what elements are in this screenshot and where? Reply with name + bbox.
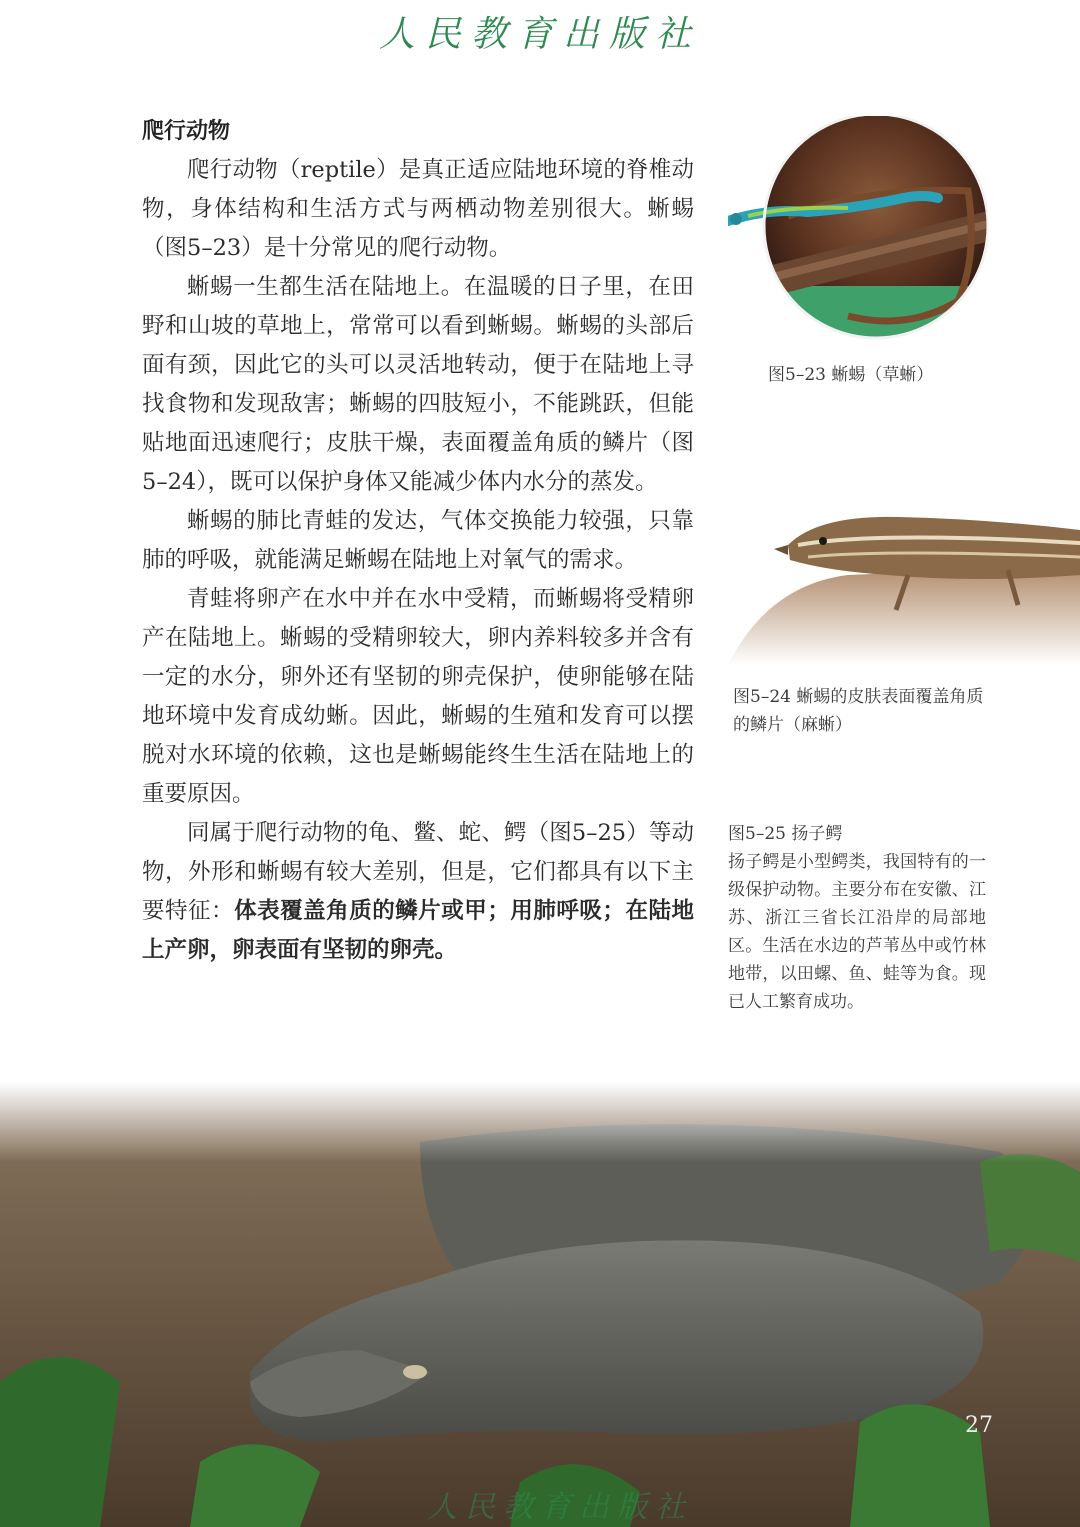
alligator-photo — [0, 1082, 1080, 1527]
key-features-bold: 体表覆盖角质的鳞片或甲；用肺呼吸；在陆地上产卵，卵表面有坚韧的卵壳。 — [142, 898, 694, 963]
figure-5-25-caption — [728, 820, 986, 1016]
footer-watermark: 人民教育出版社 — [427, 1490, 693, 1525]
figure-5-25-description: 扬子鳄是小型鳄类，我国特有的一级保护动物。主要分布在安徽、江苏、浙江三省长江沿岸的局部地区。生活在水边的芦苇丛中或竹林地带，以田螺、鱼、蛙等为食。现已人工繁育成功。 — [728, 852, 986, 1012]
body-text — [142, 151, 694, 970]
sand-lizard-photo — [728, 505, 1080, 665]
paragraph-2: 蜥蜴一生都生活在陆地上。在温暖的日子里，在田野和山坡的草地上，常常可以看到蜥蜴。蜥蜴的头部后面有颈，因此它的头可以灵活地转动，便于在陆地上寻找食物和发现敌害；蜥蜴的四肢短小，不能跳跃，但能贴地面迅速爬行；皮肤干燥，表面覆盖角质的鳞片（图5–24），既可以保护身体又能减少体内水分的蒸发。 — [142, 274, 694, 495]
section-heading: 爬行动物 — [142, 119, 231, 144]
figure-5-24-caption: 图5–24 蜥蜴的皮肤表面覆盖角质的鳞片（麻蜥） — [733, 687, 984, 735]
publisher-logo: 人民教育出版社 — [378, 14, 701, 55]
figure-5-25-title: 图5–25 扬子鳄 — [728, 824, 843, 844]
paragraph-3: 蜥蜴的肺比青蛙的发达，气体交换能力较强，只靠肺的呼吸，就能满足蜥蜴在陆地上对氧气的需求。 — [142, 508, 694, 573]
grass-lizard-photo — [728, 116, 988, 346]
paragraph-4: 青蛙将卵产在水中并在水中受精，而蜥蜴将受精卵产在陆地上。蜥蜴的受精卵较大，卵内养料较多并含有一定的水分，卵外还有坚韧的卵壳保护，使卵能够在陆地环境中发育成幼蜥。因此，蜥蜴的生殖和发育可以摆脱对水环境的依赖，这也是蜥蜴能终生生活在陆地上的重要原因。 — [142, 586, 694, 807]
paragraph-5-lead: 同属于爬行动物的龟、鳖、蛇、鳄（图5–25）等动物，外形和蜥蜴有较大差别，但是，它们都具有以下主要特征： — [142, 820, 694, 924]
paragraph-1: 爬行动物（reptile）是真正适应陆地环境的脊椎动物，身体结构和生活方式与两栖动物差别很大。蜥蜴（图5–23）是十分常见的爬行动物。 — [142, 157, 694, 261]
paragraph-5 — [142, 814, 694, 970]
page-number: 27 — [965, 1413, 993, 1438]
figure-5-23-caption: 图5–23 蜥蜴（草蜥） — [768, 365, 934, 385]
